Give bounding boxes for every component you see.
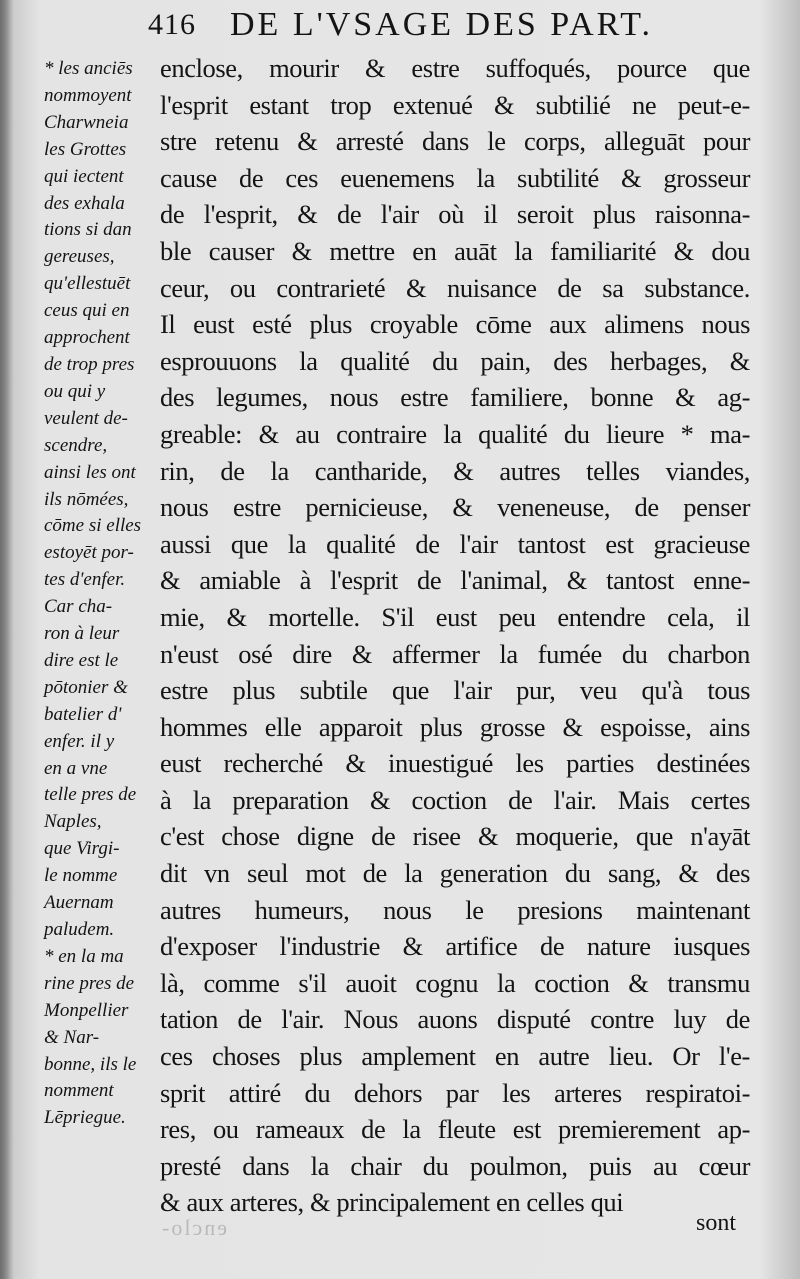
margin-note-line: enfer. il y <box>44 730 115 752</box>
margin-note-line: en a vne <box>44 757 108 779</box>
margin-note-line: tions si dan <box>44 219 132 241</box>
page-header <box>0 2 800 48</box>
text-line: eust recherché & inuestigué les parties destinées <box>160 748 750 779</box>
margin-note-line: Lēpriegue. <box>44 1107 126 1129</box>
text-line: d'exposer l'industrie & artifice de nature iusques <box>160 931 750 962</box>
text-line: l'esprit estant trop extenué & subtilié ne peut-e- <box>160 89 750 120</box>
text-line: presté dans la chair du poulmon, puis au cœur <box>160 1150 750 1181</box>
margin-note-line: * en la ma <box>44 945 124 967</box>
margin-note-line: ainsi les ont <box>44 461 136 483</box>
margin-note-line: le nomme <box>44 865 118 887</box>
text-line: ces choses plus amplement en autre lieu. Or l'e- <box>160 1041 750 1072</box>
text-line: Il eust esté plus croyable cōme aux alimens nous <box>160 309 750 340</box>
margin-note-line: veulent de- <box>44 407 128 429</box>
text-line: enclose, mourir & estre suffoqués, pource que <box>160 53 750 83</box>
text-line: res, ou rameaux de la fleute est premierement ap- <box>160 1114 750 1145</box>
margin-note-line: qu'ellestuēt <box>44 273 131 295</box>
text-line: là, comme s'il auoit cognu la coction & transmu <box>160 967 750 998</box>
margin-note-line: que Virgi- <box>44 838 120 860</box>
text-line: autres humeurs, nous le presions maintenant <box>160 894 750 925</box>
text-line: esprouuons la qualité du pain, des herbages, & <box>160 345 750 376</box>
text-line: à la preparation & coction de l'air. Mais certes <box>160 784 750 815</box>
text-line: aussi que la qualité de l'air tantost est gracieuse <box>160 528 750 559</box>
text-line: tation de l'air. Nous auons disputé contre luy de <box>160 1004 750 1035</box>
margin-note-line: des exhala <box>44 192 125 214</box>
margin-note-line: nommoyent <box>44 84 132 106</box>
text-line: nous estre pernicieuse, & veneneuse, de penser <box>160 492 750 523</box>
margin-note-line: Car cha- <box>44 596 113 618</box>
bleed-through-text: enclo- <box>160 1215 227 1240</box>
margin-note-line: Auernam <box>44 892 114 914</box>
page-gutter-shadow <box>0 0 14 1279</box>
margin-note-line: Charwneia <box>44 111 129 133</box>
margin-note-line: ceus qui en <box>44 300 130 322</box>
running-title: DE L'VSAGE DES PART. <box>230 6 654 43</box>
text-line: estre plus subtile que l'air pur, veu qu'à tous <box>160 675 750 706</box>
catchword: sont <box>696 1210 737 1236</box>
margin-note-line: ils nōmées, <box>44 488 129 510</box>
margin-note-line: de trop pres <box>44 353 135 375</box>
text-line: hommes elle apparoit plus grosse & espoisse, ains <box>160 711 750 742</box>
margin-note-line: rine pres de <box>44 972 135 994</box>
text-line: n'eust osé dire & affermer la fumée du charbon <box>160 638 750 669</box>
margin-note-line: gereuses, <box>44 246 115 268</box>
text-line: c'est chose digne de risee & moquerie, que n'ayāt <box>160 821 750 852</box>
margin-note-line: Monpellier <box>44 999 129 1021</box>
margin-note-line: dire est le <box>44 649 119 671</box>
text-line: & amiable à l'esprit de l'animal, & tantost enne- <box>160 565 750 596</box>
margin-note-line: cōme si elles <box>44 515 142 537</box>
text-line: stre retenu & arresté dans le corps, alleguāt pour <box>160 126 750 157</box>
margin-note-line: estoyēt por- <box>44 542 134 564</box>
text-line: sprit attiré du dehors par les arteres respiratoi- <box>160 1077 750 1108</box>
text-line: de l'esprit, & de l'air où il seroit plus raisonna- <box>160 199 750 230</box>
margin-note-line: qui iectent <box>44 165 124 187</box>
margin-note-line: * les anciēs <box>44 58 133 79</box>
margin-note-line: paludem. <box>44 919 115 940</box>
text-line: & aux arteres, & principalement en celles qui <box>160 1187 624 1218</box>
margin-note-line: ou qui y <box>44 380 106 402</box>
margin-note-line: les Grottes <box>44 138 127 160</box>
page-number: 416 <box>148 8 196 41</box>
margin-note-line: ron à leur <box>44 623 120 645</box>
text-line: mie, & mortelle. S'il eust peu entendre cela, il <box>160 601 750 632</box>
margin-note-line: telle pres de <box>44 784 137 806</box>
margin-note-line: scendre, <box>44 434 108 456</box>
text-line: greable: & au contraire la qualité du lieure * ma- <box>160 418 750 449</box>
margin-note-line: Naples, <box>44 811 102 833</box>
body-text <box>160 50 750 1221</box>
text-line: des legumes, nous estre familiere, bonne & ag- <box>160 382 750 413</box>
margin-note-line: & Nar- <box>44 1026 100 1048</box>
margin-note-line: nomment <box>44 1080 114 1102</box>
margin-note-line: pōtonier & <box>44 676 128 698</box>
margin-notes <box>44 56 156 1132</box>
margin-note-line: bonne, ils le <box>44 1053 137 1075</box>
text-line: dit vn seul mot de la generation du sang, & des <box>160 858 750 889</box>
text-line: rin, de la cantharide, & autres telles viandes, <box>160 455 750 486</box>
margin-note-line: tes d'enfer. <box>44 569 126 591</box>
text-line: ceur, ou contrarieté & nuisance de sa substance. <box>160 272 750 303</box>
margin-note-line: batelier d' <box>44 703 122 725</box>
text-line: cause de ces euenemens la subtilité & grosseur <box>160 162 750 193</box>
text-line: ble causer & mettre en auāt la familiarité & dou <box>160 235 750 266</box>
margin-note-line: approchent <box>44 327 130 349</box>
